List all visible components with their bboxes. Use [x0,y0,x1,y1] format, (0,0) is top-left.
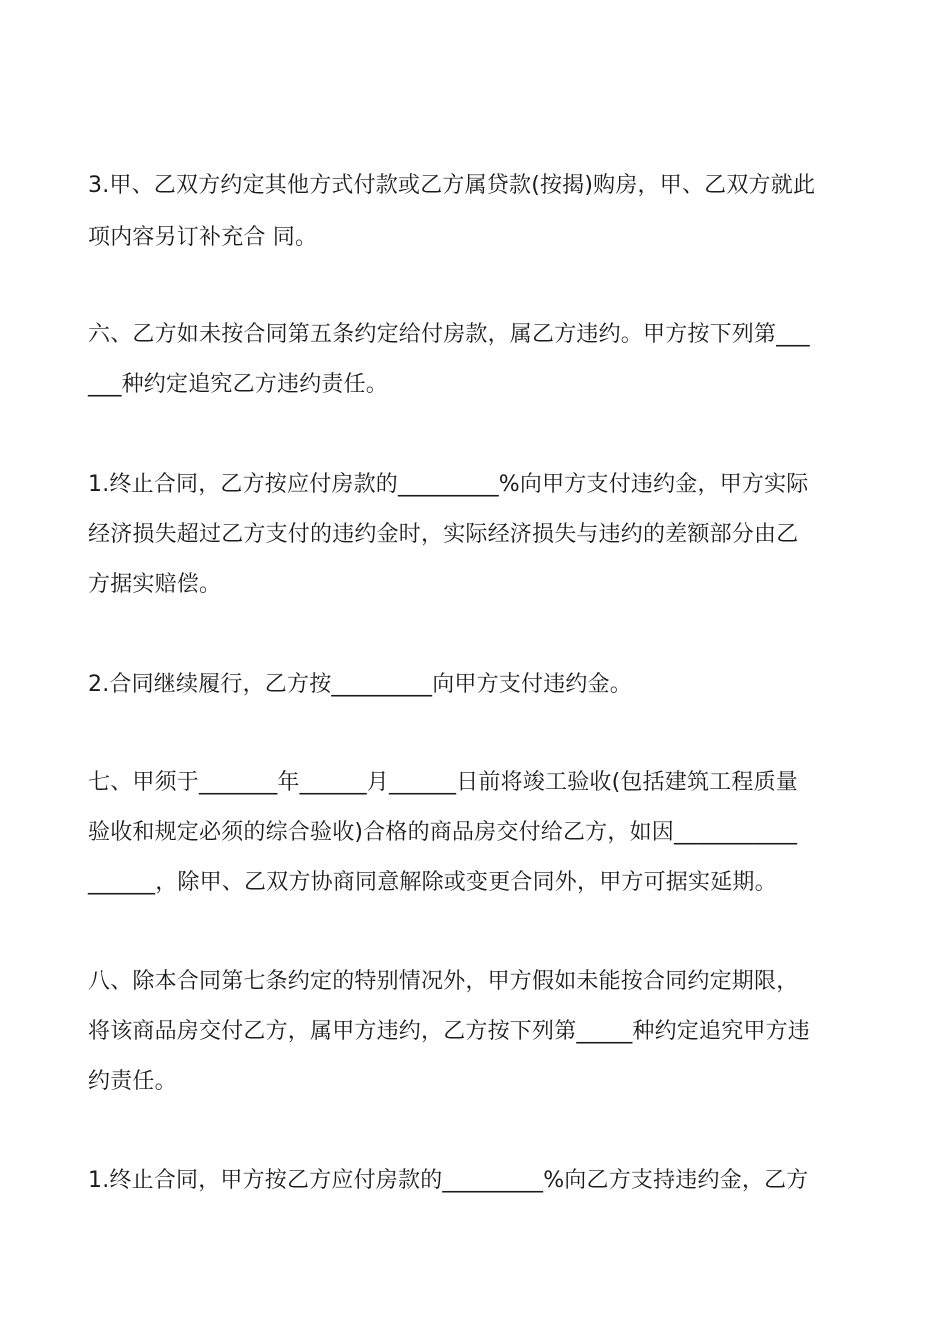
clause-5-3-line-2: 项内容另订补充合 同。 [88,225,318,250]
clause-7-line-1: 七、甲须于_______年______月______日前将竣工验收(包括建筑工程质量 [88,770,798,795]
clause-6-1-line-1: 1.终止合同，乙方按应付房款的_________%向甲方支付违约金，甲方实际 [88,472,809,497]
clause-6-1-line-3: 方据实赔偿。 [88,572,222,597]
clause-8-line-2: 将该商品房交付乙方，属甲方违约，乙方按下列第_____种约定追究甲方违 [88,1019,811,1044]
clause-6-line-1: 六、乙方如未按合同第五条约定给付房款，属乙方违约。甲方按下列第___ [88,322,810,347]
clause-5-3-line-1: 3.甲、乙双方约定其他方式付款或乙方属贷款(按揭)购房，甲、乙双方就此 [88,173,816,198]
clause-6-1-line-2: 经济损失超过乙方支付的违约金时，实际经济损失与违约的差额部分由乙 [88,522,799,547]
clause-8-1-line-1: 1.终止合同，甲方按乙方应付房款的_________%向乙方支持违约金，乙方 [88,1168,809,1193]
clause-6-2-line-1: 2.合同继续履行，乙方按_________向甲方支付违约金。 [88,672,632,697]
clause-7-line-3: ______，除甲、乙双方协商同意解除或变更合同外，甲方可据实延期。 [88,870,777,895]
clause-6-line-2: ___种约定追究乙方违约责任。 [88,372,389,397]
clause-8-line-1: 八、除本合同第七条约定的特别情况外，甲方假如未能按合同约定期限， [88,969,799,994]
clause-8-line-3: 约责任。 [88,1069,177,1094]
clause-7-line-2: 验收和规定必须的综合验收)合格的商品房交付给乙方，如因___________ [88,820,798,845]
